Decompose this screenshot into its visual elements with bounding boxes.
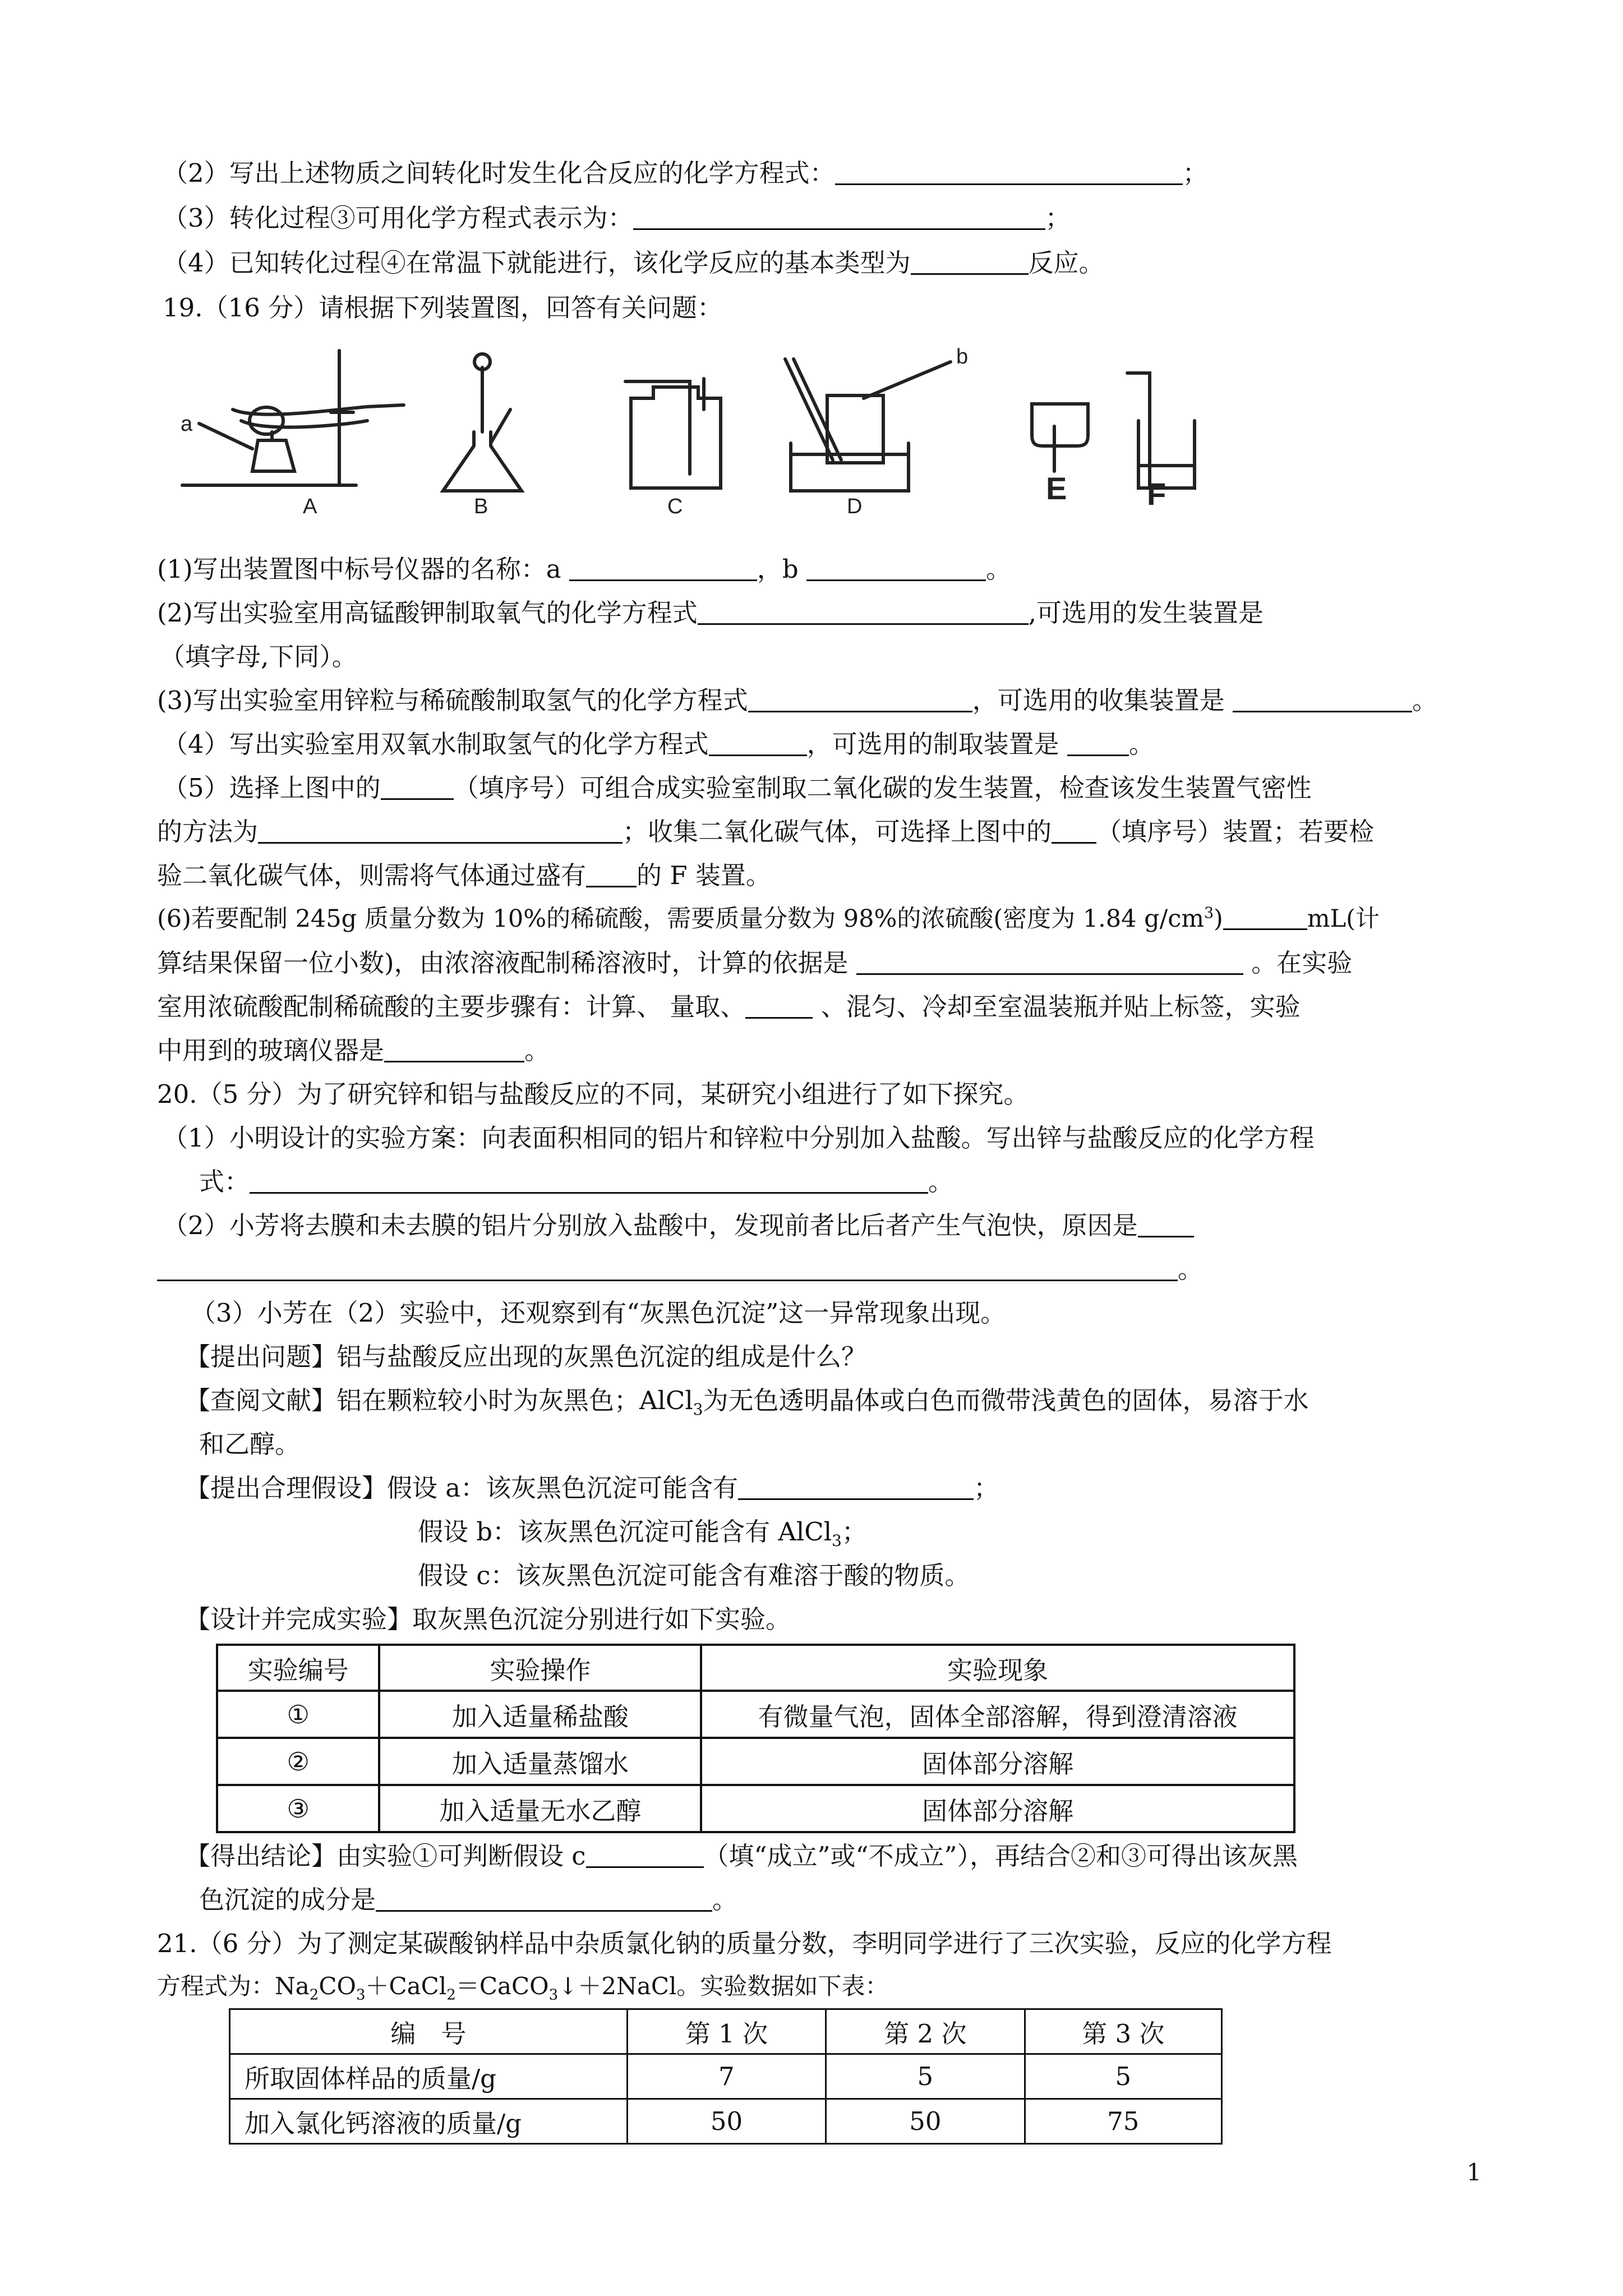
apparatus-E <box>1032 404 1088 471</box>
table-cell: 7 <box>627 2054 826 2099</box>
q20-p3: （3）小芳在（2）实验中，还观察到有“灰黑色沉淀”这一异常现象出现。 <box>191 1298 1006 1328</box>
answer-blank[interactable] <box>1233 685 1412 712</box>
svg-text:a: a <box>181 412 193 436</box>
table-cell: ③ <box>217 1785 379 1832</box>
table-header-cell: 实验现象 <box>701 1645 1294 1691</box>
q18-part4: （4）已知转化过程④在常温下就能进行，该化学反应的基本类型为 反应。 <box>163 248 1104 278</box>
answer-blank[interactable] <box>250 1167 928 1194</box>
svg-text:D: D <box>847 495 863 518</box>
svg-text:A: A <box>303 495 317 518</box>
answer-blank[interactable] <box>748 685 972 712</box>
answer-blank[interactable] <box>856 948 1243 975</box>
q20-p2b: 。 <box>157 1254 1203 1285</box>
table-cell: 50 <box>627 2099 826 2144</box>
table-cell: 5 <box>826 2054 1025 2099</box>
q20-question: 【提出问题】铝与盐酸反应出现的灰黑色沉淀的组成是什么？ <box>185 1342 867 1372</box>
answer-blank[interactable] <box>157 1254 1178 1281</box>
q21-title: 21.（6 分）为了测定某碳酸钠样品中杂质氯化钠的质量分数，李明同学进行了三次实验，反应的化学方程 <box>157 1929 1332 1958</box>
q19-s6c: 室用浓硫酸配制稀硫酸的主要步骤有：计算、 量取、 、混匀、冷却至室温装瓶并贴上标签，实验 <box>157 992 1301 1022</box>
q18-part2: （2）写出上述物质之间转化时发生化合反应的化学方程式： ； <box>163 158 1208 188</box>
table-header-cell: 实验操作 <box>379 1645 701 1691</box>
q19-title: 19.（16 分）请根据下列装置图，回答有关问题： <box>163 293 723 323</box>
answer-blank[interactable] <box>745 992 813 1019</box>
answer-blank[interactable] <box>586 861 637 887</box>
experiment-table <box>216 1644 1295 1833</box>
table-cell: 加入适量稀盐酸 <box>379 1691 701 1738</box>
q20-p2a: （2）小芳将去膜和未去膜的铝片分别放入盐酸中，发现前者比后者产生气泡快，原因是 <box>163 1211 1194 1241</box>
apparatus-figure <box>168 337 1234 516</box>
table-cell: 加入适量蒸馏水 <box>379 1738 701 1785</box>
table-cell: 所取固体样品的质量/g <box>230 2054 628 2099</box>
q20-p1b: 式： 。 <box>199 1167 954 1197</box>
apparatus-C <box>625 379 721 488</box>
answer-blank[interactable] <box>376 1885 712 1912</box>
table-cell: 75 <box>1025 2099 1221 2144</box>
answer-blank[interactable] <box>835 158 1183 185</box>
table-row <box>217 1738 1294 1785</box>
table-header-cell: 第 3 次 <box>1025 2009 1221 2054</box>
q18-part3: （3）转化过程③可用化学方程式表示为： ； <box>163 203 1071 233</box>
table-cell: ② <box>217 1738 379 1785</box>
answer-blank[interactable] <box>911 248 1029 275</box>
table-row <box>217 1785 1294 1832</box>
apparatus-labels <box>181 345 1166 518</box>
table-cell: 固体部分溶解 <box>701 1738 1294 1785</box>
q20-title: 20.（5 分）为了研究锌和铝与盐酸反应的不同，某研究小组进行了如下探究。 <box>157 1079 1029 1109</box>
q20-conclusion-cont: 色沉淀的成分是 。 <box>199 1885 738 1915</box>
q20-literature: 【查阅文献】铝在颗粒较小时为灰黑色；AlCl$_3$为无色透明晶体或白色而微带浅黄色的固体，易溶于水 <box>185 1386 1309 1419</box>
data-table <box>229 2008 1223 2145</box>
answer-blank[interactable] <box>1138 1211 1194 1237</box>
table-cell: ① <box>217 1691 379 1738</box>
svg-text:E: E <box>1046 471 1067 506</box>
q20-hypothesis-b: 假设 b：该灰黑色沉淀可能含有 AlCl$_3$； <box>418 1517 867 1550</box>
answer-blank[interactable] <box>384 1036 524 1062</box>
page-number: 1 <box>1467 2159 1482 2186</box>
q20-design: 【设计并完成实验】取灰黑色沉淀分别进行如下实验。 <box>185 1604 791 1634</box>
table-cell: 加入适量无水乙醇 <box>379 1785 701 1832</box>
answer-blank[interactable] <box>738 1473 974 1500</box>
apparatus-F <box>1127 373 1195 488</box>
answer-blank[interactable] <box>709 729 807 756</box>
table-cell: 有微量气泡，固体全部溶解，得到澄清溶液 <box>701 1691 1294 1738</box>
answer-blank[interactable] <box>381 773 454 800</box>
apparatus-A <box>182 351 404 485</box>
svg-text:F: F <box>1147 476 1166 512</box>
q20-literature-cont: 和乙醇。 <box>199 1429 301 1459</box>
table-cell: 50 <box>826 2099 1025 2144</box>
q19-s5c: 验二氧化碳气体，则需将气体通过盛有 的 F 装置。 <box>157 861 771 890</box>
answer-blank[interactable] <box>806 554 986 581</box>
q19-s1: (1)写出装置图中标号仪器的名称：a ，b 。 <box>157 554 1012 584</box>
table-header-cell: 实验编号 <box>217 1645 379 1691</box>
apparatus-B <box>443 354 522 491</box>
q19-s6b: 算结果保留一位小数)，由浓溶液配制稀溶液时，计算的依据是 。在实验 <box>157 948 1353 978</box>
q19-s6d: 中用到的玻璃仪器是 。 <box>157 1036 550 1065</box>
q20-conclusion: 【得出结论】由实验①可判断假设 c （填“成立”或“不成立”），再结合②和③可得出该灰黑 <box>185 1841 1298 1871</box>
table-row <box>230 2054 1222 2099</box>
table-cell: 固体部分溶解 <box>701 1785 1294 1832</box>
table-header-cell: 第 1 次 <box>627 2009 826 2054</box>
table-header-cell: 编 号 <box>230 2009 628 2054</box>
svg-text:B: B <box>474 495 488 518</box>
table-row <box>230 2099 1222 2144</box>
q19-s6a: (6)若要配制 245g 质量分数为 10%的稀硫酸，需要质量分数为 98%的浓硫酸(密度为 1.84 $g/cm^3$) mL(计 <box>157 904 1380 933</box>
answer-blank[interactable] <box>1052 817 1096 844</box>
table-header-row <box>230 2009 1222 2054</box>
svg-text:b: b <box>956 345 969 369</box>
table-header-row <box>217 1645 1294 1691</box>
table-row <box>217 1691 1294 1738</box>
q20-hypothesis-c: 假设 c：该灰黑色沉淀可能含有难溶于酸的物质。 <box>418 1561 970 1590</box>
q19-s4: （4）写出实验室用双氧水制取氢气的化学方程式 ，可选用的制取装置是 。 <box>163 729 1154 759</box>
svg-text:C: C <box>667 495 683 518</box>
q20-p1a: （1）小明设计的实验方案：向表面积相同的铝片和锌粒中分别加入盐酸。写出锌与盐酸反应的化学方程 <box>163 1123 1315 1153</box>
answer-blank[interactable] <box>258 817 623 844</box>
answer-blank[interactable] <box>1223 904 1307 930</box>
table-cell: 5 <box>1025 2054 1221 2099</box>
q19-s3: (3)写出实验室用锌粒与稀硫酸制取氢气的化学方程式 ，可选用的收集装置是 。 <box>157 685 1438 715</box>
table-header-cell: 第 2 次 <box>826 2009 1025 2054</box>
answer-blank[interactable] <box>569 554 757 581</box>
answer-blank[interactable] <box>1067 729 1129 756</box>
q21-equation: 方程式为：$Na_2CO_3+CaCl_2=CaCO_3↓+2NaCl$。实验数据如下表： <box>157 1972 889 2004</box>
q19-s2b: （填字母,下同）。 <box>160 642 357 671</box>
q19-s5a: （5）选择上图中的 （填序号）可组合成实验室制取二氧化碳的发生装置，检查该发生装置气密性 <box>163 773 1312 803</box>
answer-blank[interactable] <box>698 598 1029 625</box>
table-cell: 加入氯化钙溶液的质量/g <box>230 2099 628 2144</box>
answer-blank[interactable] <box>633 203 1045 230</box>
answer-blank[interactable] <box>586 1841 704 1868</box>
q19-s5b: 的方法为 ；收集二氧化碳气体，可选择上图中的 （填序号）装置；若要检 <box>157 817 1375 846</box>
q19-s2: (2)写出实验室用高锰酸钾制取氧气的化学方程式 ,可选用的发生装置是 <box>157 598 1264 628</box>
q20-hypothesis-a: 【提出合理假设】假设 a：该灰黑色沉淀可能含有 ； <box>185 1473 999 1503</box>
apparatus-D <box>785 359 951 491</box>
